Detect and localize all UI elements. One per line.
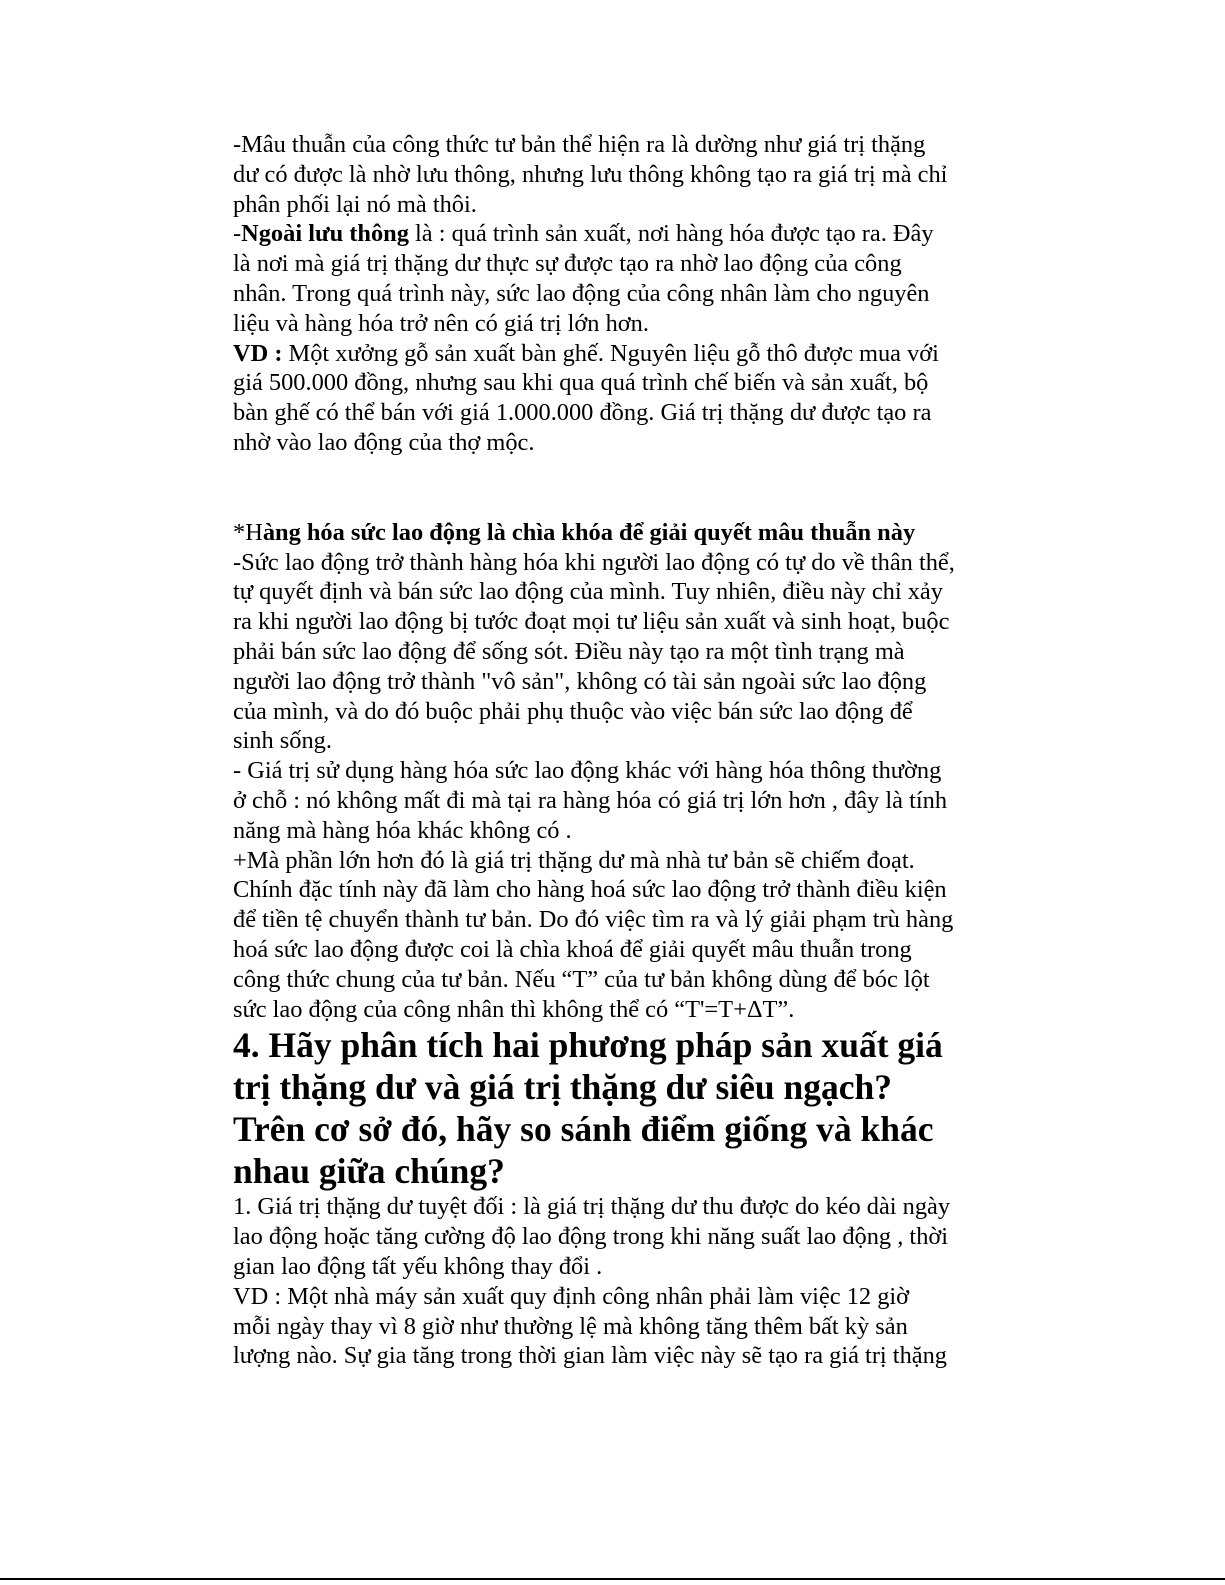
section-subtitle bbox=[233, 518, 1023, 548]
paragraph-text: Một xưởng gỗ sản xuất bàn ghế. Nguyên liệu gỗ thô được mua với giá 500.000 đồng, nhưng sau khi qua quá trình chế biến và sản xuất, bộ bàn ghế có thể bán với giá 1.000.000 đồng. Giá trị thặng dư được tạo ra nhờ vào lao động của thợ mộc. bbox=[233, 339, 939, 456]
paragraph-absolute-surplus: 1. Giá trị thặng dư tuyệt đối : là giá trị thặng dư thu được do kéo dài ngày lao động hoặc tăng cường độ lao động trong khi năng suất lao động , thời gian lao động tất yếu không thay đổi . bbox=[233, 1193, 951, 1280]
example-label: VD : bbox=[233, 339, 283, 367]
document-page bbox=[233, 130, 1023, 1371]
paragraph-outside-circulation bbox=[233, 219, 1023, 338]
subtitle-prefix: *H bbox=[233, 518, 263, 546]
subtitle-bold: àng hóa sức lao động là chìa khóa để giải quyết mâu thuẫn này bbox=[262, 518, 916, 546]
paragraph-example-factory: VD : Một nhà máy sản xuất quy định công nhân phải làm việc 12 giờ mỗi ngày thay vì 8 giờ như thường lệ mà không tăng thêm bất kỳ sản lượng nào. Sự gia tăng trong thời gian làm việc này sẽ tạo ra giá trị thặng bbox=[233, 1282, 947, 1370]
paragraph-prefix: - bbox=[233, 220, 242, 248]
bold-term: Ngoài lưu thông bbox=[241, 220, 409, 248]
page-bottom-divider bbox=[0, 1578, 1225, 1580]
paragraph-labor-power-commodity: -Sức lao động trở thành hàng hóa khi người lao động có tự do về thân thể, tự quyết định và bán sức lao động của mình. Tuy nhiên, điều này chỉ xảy ra khi người lao động bị tước đoạt mọi tư liệu sản xuất và sinh hoạt, buộc phải bán sức lao động để sống sót. Điều này tạo ra một tình trạng mà người lao động trở thành "vô sản", không có tài sản ngoài sức lao động của mình, và do đó buộc phải phụ thuộc vào việc bán sức lao động để sinh sống. bbox=[233, 548, 955, 755]
question-heading: 4. Hãy phân tích hai phương pháp sản xuất giá trị thặng dư và giá trị thặng dư siêu ngạch? Trên cơ sở đó, hãy so sánh điểm giống và khác nhau giữa chúng? bbox=[233, 1025, 943, 1192]
spacer bbox=[233, 458, 1023, 518]
paragraph-use-value: - Giá trị sử dụng hàng hóa sức lao động khác với hàng hóa thông thường ở chỗ : nó không mất đi mà tại ra hàng hóa có giá trị lớn hơn , đây là tính năng mà hàng hóa khác không có . bbox=[233, 757, 948, 844]
paragraph-text: là : quá trình sản xuất, nơi hàng hóa được tạo ra. Đây là nơi mà giá trị thặng dư thực sự được tạo ra nhờ lao động của công nhân. Trong quá trình này, sức lao động của công nhân làm cho nguyên liệu và hàng hóa trở nên có giá trị lớn hơn. bbox=[233, 220, 934, 337]
paragraph-contradiction: -Mâu thuẫn của công thức tư bản thể hiện ra là dường như giá trị thặng dư có được là nhờ lưu thông, nhưng lưu thông không tạo ra giá trị mà chỉ phân phối lại nó mà thôi. bbox=[233, 131, 948, 218]
paragraph-surplus-value: +Mà phần lớn hơn đó là giá trị thặng dư mà nhà tư bản sẽ chiếm đoạt. Chính đặc tính này đã làm cho hàng hoá sức lao động trở thành điều kiện để tiền tệ chuyển thành tư bản. Do đó việc tìm ra và lý giải phạm trù hàng hoá sức lao động được coi là chìa khoá để giải quyết mâu thuẫn trong công thức chung của tư bản. Nếu “T” của tư bản không dùng để bóc lột sức lao động của công nhân thì không thể có “T'=T+ΔT”. bbox=[233, 846, 954, 1023]
paragraph-example-woodshop bbox=[233, 339, 1023, 458]
